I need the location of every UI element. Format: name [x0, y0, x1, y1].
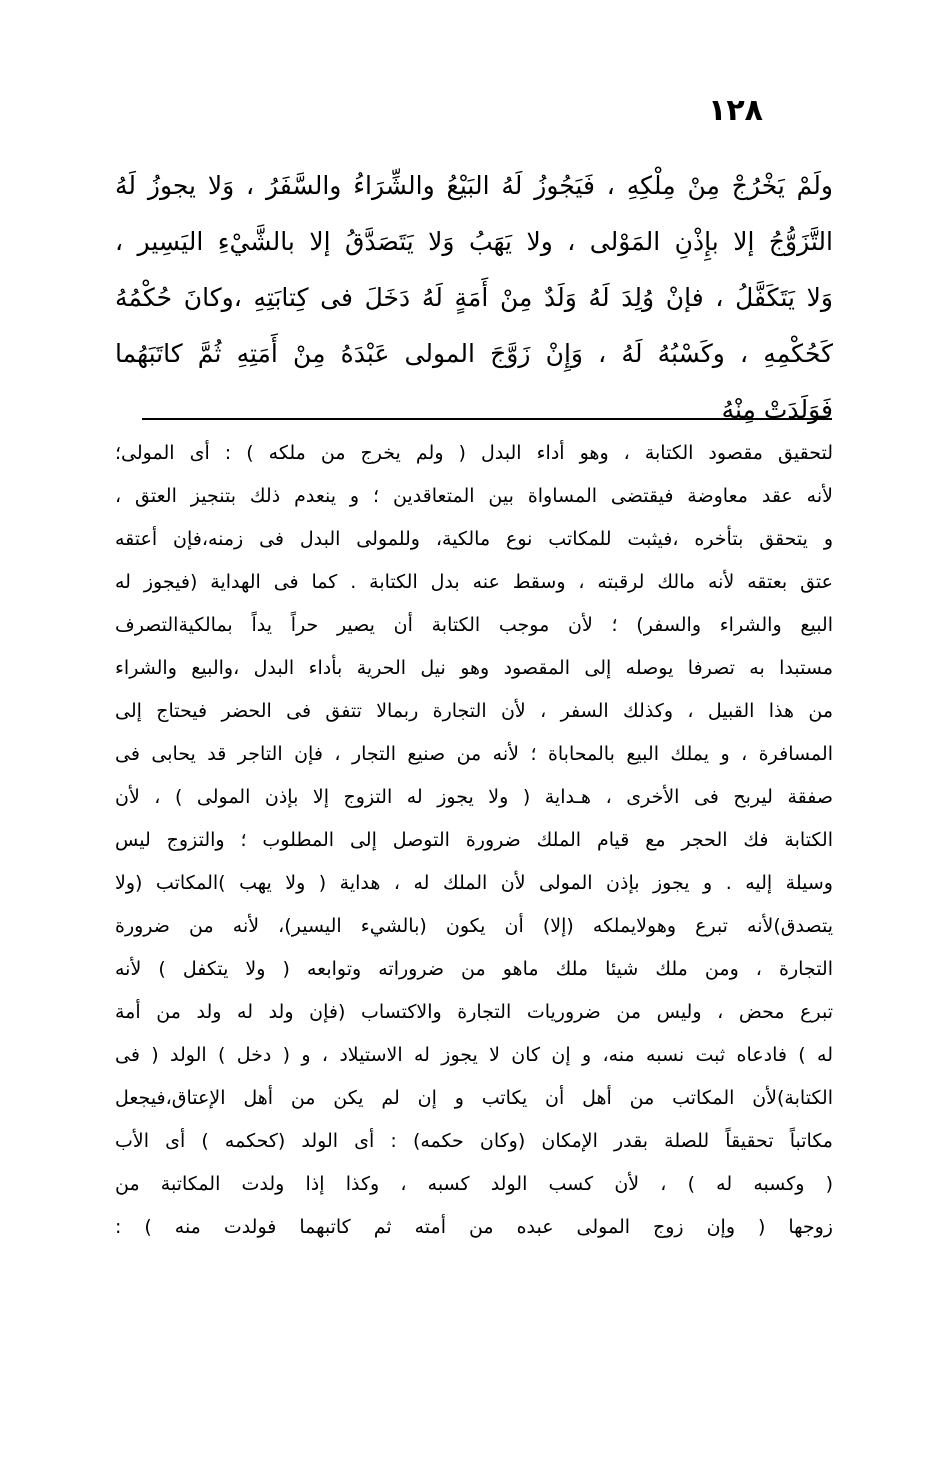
commentary-line: زوجها ( وإن زوج المولى عبده من أمته ثم كاتبهما فولدت منه ) : [115, 1216, 833, 1238]
main-text-line: وَلا يَتَكَفَّلُ ، فإنْ وُلِدَ لَهُ وَلَدٌ مِنْ أَمَةٍ لَهُ دَخَلَ فى كِتابَتِهِ ،وكانَ حُكْمُهُ [115, 283, 833, 312]
main-text [115, 158, 833, 438]
commentary-line: و يتحقق بتأخره ،فيثبت للمكاتب نوع مالكية، وللمولى البدل فى زمنه،فإن أعتقه [115, 528, 833, 550]
commentary-line: مكاتباً تحقيقاً للصلة بقدر الإمكان (وكان حكمه) : أى الولد (كحكمه ) أى الأب [115, 1130, 833, 1152]
commentary-line: عتق بعتقه لأنه مالك لرقبته ، وسقط عنه بدل الكتابة . كما فى الهداية (فيجوز له [115, 571, 833, 593]
commentary-line: البيع والشراء والسفر) ؛ لأن موجب الكتابة أن يصير حراً يداً بمالكيةالتصرف [115, 614, 833, 636]
page-number: ١٢٨ [708, 93, 763, 128]
separator-rule [142, 418, 832, 420]
commentary-line: من هذا القبيل ، وكذلك السفر ، لأن التجارة ربمالا تتفق فى الحضر فيحتاج إلى [115, 700, 833, 722]
main-text-line: التَّزَوُّجُ إلا بإِذْنِ المَوْلى ، ولا يَهَبُ وَلا يَتَصَدَّقُ إلا بالشَّيْءِ اليَسِير ، [115, 227, 833, 256]
commentary-line: ( وكسبه له ) ، لأن كسب الولد كسبه ، وكذا إذا ولدت المكاتبة من [115, 1173, 833, 1195]
commentary-line: تبرع محض ، وليس من ضروريات التجارة والاكتساب (فإن ولد له ولد من أمة [115, 1001, 833, 1023]
commentary-line: لتحقيق مقصود الكتابة ، وهو أداء البدل ( ولم يخرج من ملكه ) : أى المولى؛ [115, 442, 833, 464]
commentary-line: له ) فادعاه ثبت نسبه منه، و إن كان لا يجوز له الاستيلاد ، و ( دخل ) الولد ( فى [115, 1044, 833, 1066]
main-text-line: ولَمْ يَخْرُجْ مِنْ مِلْكِهِ ، فَيَجُوزُ لَهُ البَيْعُ والشِّرَاءُ والسَّفَرُ ، وَلا يجوزُ لَهُ [115, 171, 833, 200]
commentary-line: وسيلة إليه . و يجوز بإذن المولى لأن الملك له ، هداية ( ولا يهب )المكاتب (ولا [115, 872, 833, 894]
commentary-text [115, 432, 833, 1249]
main-text-line: فَوَلَدَتْ مِنْهُ [721, 395, 833, 424]
commentary-line: الكتابة فك الحجر مع قيام الملك ضرورة التوصل إلى المطلوب ؛ والتزوج ليس [115, 829, 833, 851]
commentary-line: المسافرة ، و يملك البيع بالمحاباة ؛ لأنه من صنيع التجار ، فإن التاجر قد يحابى فى [115, 743, 833, 765]
commentary-line: لأنه عقد معاوضة فيقتضى المساواة بين المتعاقدين ؛ و ينعدم ذلك بتنجيز العتق ، [115, 485, 833, 507]
main-text-line: كَحُكْمِهِ ، وكَسْبُهُ لَهُ ، وَإِنْ زَوَّجَ المولى عَبْدَهُ مِنْ أَمَتِهِ ثُمَّ كاتَبَهُما [115, 339, 833, 368]
commentary-line: التجارة ، ومن ملك شيئا ملك ماهو من ضروراته وتوابعه ( ولا يتكفل ) لأنه [115, 958, 833, 980]
commentary-line: يتصدق)لأنه تبرع وهولايملكه (إلا) أن يكون (بالشيء اليسير)، لأنه من ضرورة [115, 915, 833, 937]
commentary-line: مستبدا به تصرفا يوصله إلى المقصود وهو نيل الحرية بأداء البدل ،والبيع والشراء [115, 657, 833, 679]
commentary-line: الكتابة)لأن المكاتب من أهل أن يكاتب و إن لم يكن من أهل الإعتاق،فيجعل [115, 1087, 833, 1109]
commentary-line: صفقة ليربح فى الأخرى ، هـداية ( ولا يجوز له التزوج إلا بإذن المولى ) ، لأن [115, 786, 833, 808]
